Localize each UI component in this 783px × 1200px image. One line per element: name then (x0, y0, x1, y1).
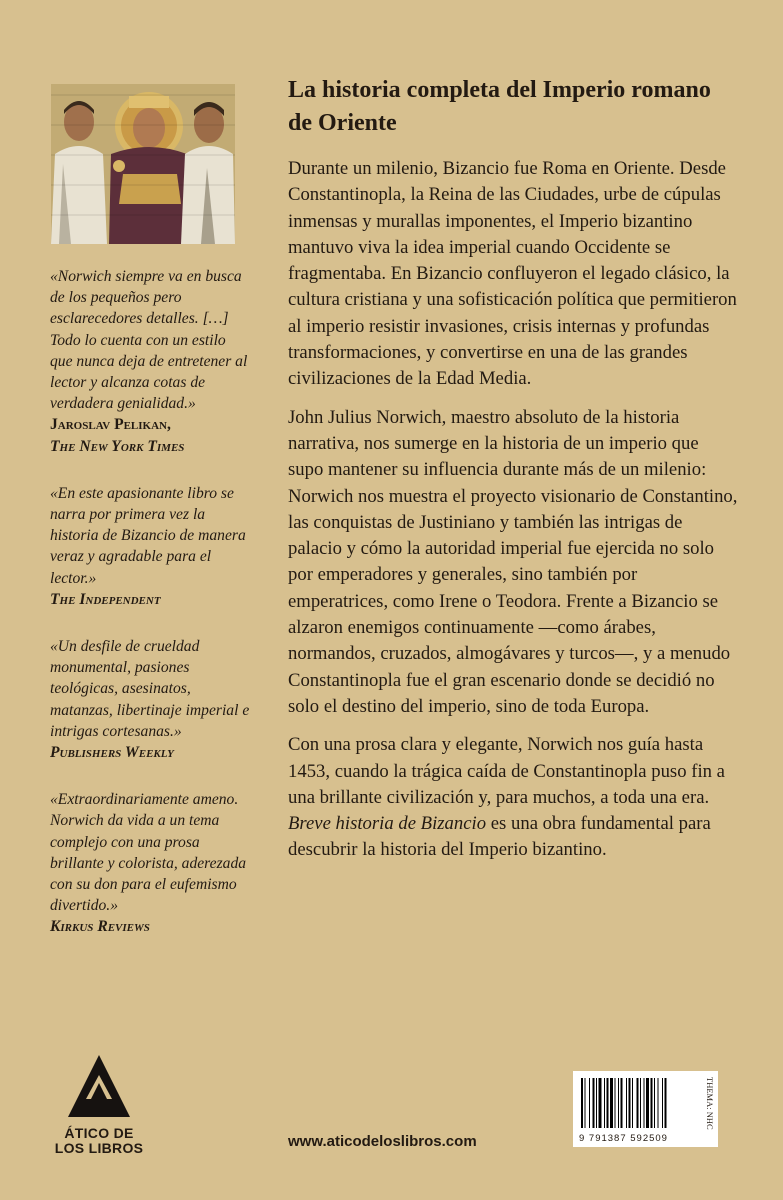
quote-text: «Un desfile de crueldad monumental, pasiones teológicas, asesinatos, matanzas, libertinaje imperial e intrigas cortesanas.» (50, 638, 250, 740)
review-quote (50, 789, 250, 937)
quote-text: «Norwich siempre va en busca de los pequeños pero esclarecedores detalles. […] Todo lo cuenta con un estilo que nunca deja de entretener al lector y alcanza cotas de verdadera genialidad.» (50, 268, 248, 413)
review-quote (50, 266, 250, 457)
quote-text: «Extraordinariamente ameno. Norwich da vida a un tema complejo con una prosa brillante y colorista, aderezada con su don para el eufemismo divertido.» (50, 791, 247, 915)
publisher-logo (54, 1055, 144, 1156)
quote-source: The Independent (50, 590, 161, 608)
synopsis (288, 74, 738, 876)
quote-source: Kirkus Reviews (50, 918, 150, 936)
pyramid-icon (54, 1055, 144, 1117)
synopsis-paragraph-2: John Julius Norwich, maestro absoluto de la historia narrativa, nos sumerge en la historia de un imperio que supo mantener su influencia durante más de un milenio: Norwich nos muestra el proyecto visionario de Constantino, las conquistas de Justiniano y también las intrigas de palacio y cómo la autoridad imperial fue ejercida no solo por emperadores y generales, sino también por emperatrices, como Irene o Teodora. Frente a Bizancio se alzaron enemigos continuamente —como árabes, normandos, cruzados, almogávares y turcos—, y a menudo Constantinopla fue el gran escenario donde se decidió no solo el destino del imperio, sino de toda Europa. (288, 406, 738, 717)
publisher-url[interactable]: www.aticodeloslibros.com (288, 1133, 477, 1150)
isbn-number: 9 791387 592509 (579, 1133, 668, 1144)
review-quote (50, 636, 250, 763)
thema-code: THEMA: NHC (705, 1077, 715, 1130)
synopsis-title: La historia completa del Imperio romano de Oriente (288, 77, 711, 136)
isbn-barcode (573, 1071, 718, 1147)
synopsis-paragraph-3: Con una prosa clara y elegante, Norwich nos guía hasta 1453, cuando la trágica caída de Constantinopla puso fin a una brillante civilización y, para muchos, a toda una era. Breve historia de Bizancio es una obra fundamental para descubrir la historia del Imperio bizantino. (288, 734, 725, 861)
review-quotes (50, 266, 250, 964)
mosaic-image (51, 84, 235, 244)
publisher-name: ÁTICO DE LOS LIBROS (54, 1125, 144, 1156)
barcode-bars (581, 1078, 701, 1128)
quote-author: Jaroslav Pelikan, (50, 416, 171, 434)
synopsis-paragraph-1: Durante un milenio, Bizancio fue Roma en Oriente. Desde Constantinopla, la Reina de las Ciudades, urbe de cúpulas inmensas y murallas imponentes, el Imperio bizantino mantuvo viva la idea imperial cuando Occidente se fragmentaba. En Bizancio confluyeron el legado clásico, la cultura cristiana y una sofisticación política que permitieron al imperio resistir invasiones, crisis internas y profundas transformaciones, y convertirse en una de las grandes civilizaciones de la Edad Media. (288, 158, 737, 390)
quote-source: The New York Times (50, 437, 185, 455)
book-title: Breve historia de Bizancio (288, 813, 487, 835)
quote-text: «En este apasionante libro se narra por primera vez la historia de Bizancio de manera veraz y agradable para el lector.» (50, 484, 246, 587)
quote-source: Publishers Weekly (50, 744, 174, 762)
review-quote (50, 483, 250, 610)
